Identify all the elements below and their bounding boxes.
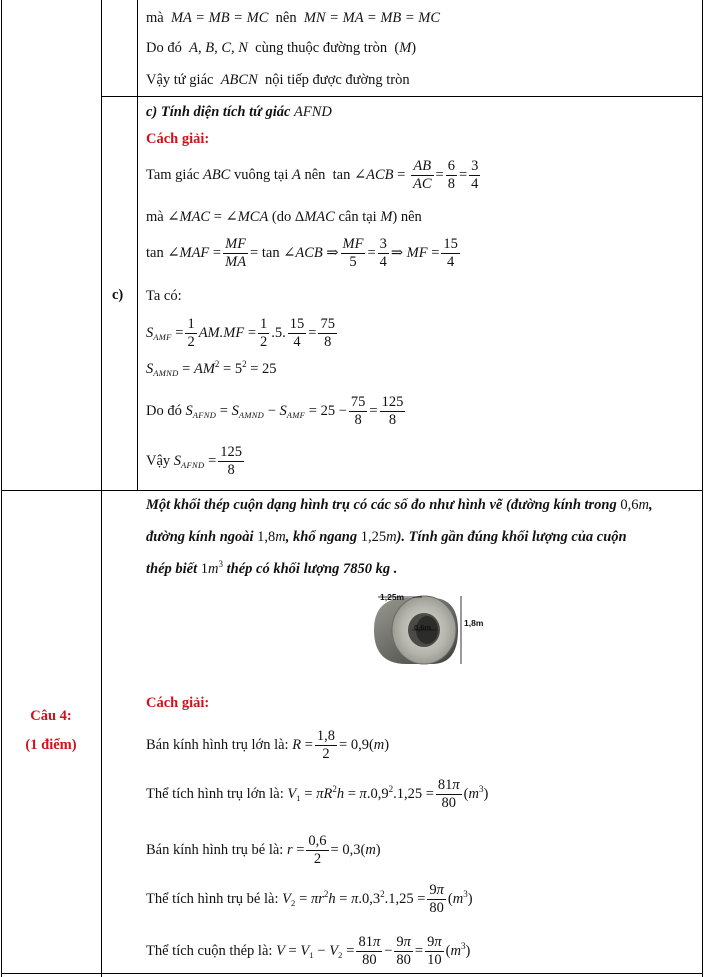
q4-step-2: Thể tích hình trụ lớn là: $V_1 = \pi R^2h = \pi.0,9^2.1,25$ = $\frac{81\pi}{80}$ $(m^3)$: [146, 777, 489, 811]
part-b-line-1: mà MA = MB = MC nên MN = MA = MB = MC: [146, 10, 441, 26]
part-c-line-4: Ta có:: [146, 288, 182, 304]
table-border-bottom: [1, 973, 703, 974]
table-border-col2: [137, 0, 138, 490]
part-c-title: c) Tính diện tích tứ giác AFND: [146, 104, 332, 120]
problem-line-2: đường kính ngoài 1,8m, khổ ngang 1,25m). Tính gần đúng khối lượng của cuộn: [146, 529, 627, 545]
table-border-row2: [1, 490, 703, 491]
table-border-row1: [101, 96, 703, 97]
coil-width-label: 1,25m: [380, 592, 405, 602]
problem-line-3: thép biết $1m^3$ thép có khối lượng 7850 kg .: [146, 559, 398, 577]
q4-step-1: Bán kính hình trụ lớn là: R = $\frac{1,8}{2}$ = 0,9(m): [146, 728, 390, 762]
q4-method: Cách giải:: [146, 695, 210, 711]
table-border-left: [1, 0, 2, 977]
part-c-method: Cách giải:: [146, 131, 210, 147]
part-c-line-5: $S_{AMF}$ = $\frac{1}{2}$ AM.MF = $\frac{1}{2}$ .5. $\frac{15}{4}$ = $\frac{75}{8}$: [146, 316, 335, 350]
part-b-line-2: Do đó A, B, C, N cùng thuộc đường tròn (M): [146, 40, 417, 56]
coil-inner-label: 0,6m: [414, 623, 432, 632]
q4-step-5: Thể tích cuộn thép là: $V = V_1 - V_2$ = $\frac{81\pi}{80}$ − $\frac{9\pi}{80}$ = $\frac{9\pi}{10}$ $(m^3)$: [146, 934, 471, 968]
question-4-label: Câu 4:: [30, 708, 72, 724]
part-c-line-8: Vậy $S_{AFND}$ = $\frac{125}{8}$: [146, 444, 243, 478]
part-c-line-2: mà ∠MAC = ∠MCA (do ΔMAC cân tại M) nên: [146, 209, 422, 225]
table-border-col1: [101, 0, 102, 977]
q4-step-4: Thể tích hình trụ bé là: $V_2 = \pi r^2h = \pi.0,3^2.1,25$ = $\frac{9\pi}{80}$ $(m^3)$: [146, 882, 473, 916]
part-c-line-1: Tam giác ABC vuông tại A nên tan ∠ACB = $\frac{AB}{AC}$ = $\frac{6}{8}$ = $\frac{3}{4}$: [146, 158, 479, 192]
part-b-line-3: Vậy tứ giác ABCN nội tiếp được đường tròn: [146, 72, 410, 88]
steel-coil-figure: [362, 590, 492, 670]
part-c-line-7: Do đó $S_{AFND} = S_{AMND} - S_{AMF} = 25$ − $\frac{75}{8}$ = $\frac{125}{8}$: [146, 394, 404, 428]
part-c-line-6: $S_{AMND} = AM^2 = 5^2 = 25$: [146, 359, 277, 378]
part-c-line-3: tan ∠MAF = $\frac{MF}{MA}$ = tan ∠ACB ⇒ $\frac{MF}{5}$ = $\frac{3}{4}$ ⇒ MF = $\frac{15}{4}$: [146, 236, 458, 270]
part-c-label: c): [112, 287, 124, 303]
question-4-points: (1 điểm): [25, 737, 77, 753]
problem-line-1: Một khối thép cuộn dạng hình trụ có các số đo như hình vẽ (đường kính trong 0,6m,: [146, 497, 653, 513]
coil-height-label: 1,8m: [464, 618, 484, 628]
q4-step-3: Bán kính hình trụ bé là: r = $\frac{0,6}{2}$ = 0,3(m): [146, 833, 381, 867]
table-border-right: [702, 0, 703, 977]
